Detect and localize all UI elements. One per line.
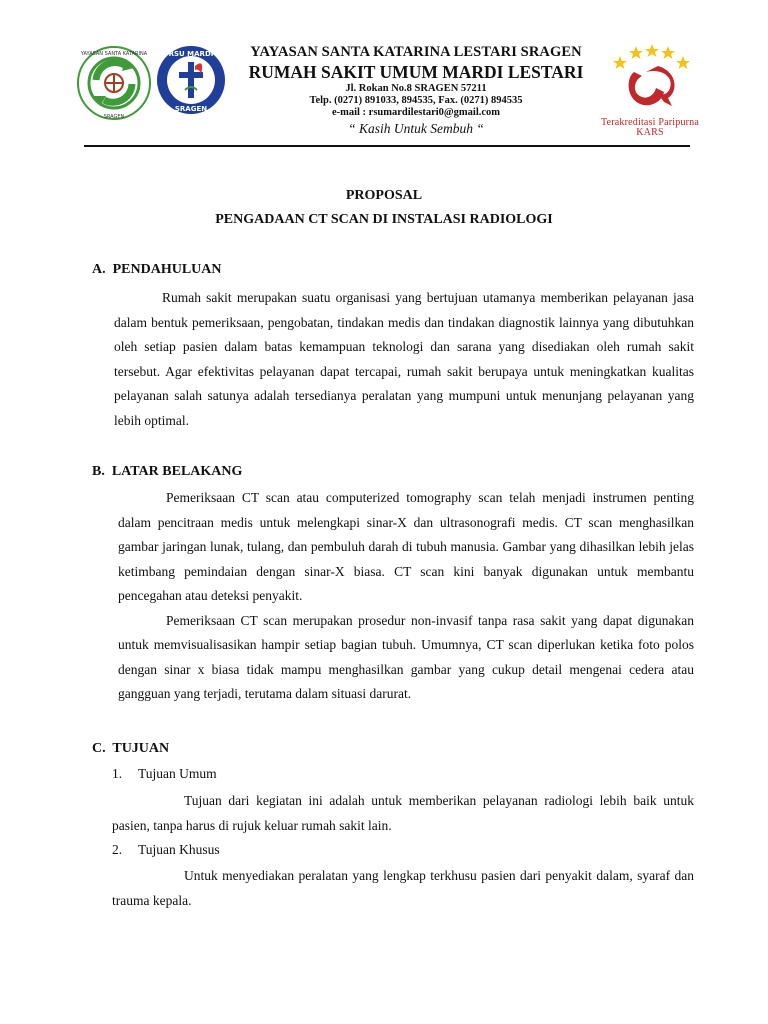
letterhead xyxy=(0,0,768,150)
objective-general-text: Tujuan dari kegiatan ini adalah untuk memberikan pelayanan radiologi lebih baik untuk pasien, tanpa harus di rujuk keluar rumah sakit lain. xyxy=(112,793,694,833)
objective-general-item xyxy=(112,766,217,782)
accreditation-line1: Terakreditasi Paripurna xyxy=(600,117,700,128)
hospital-email: e-mail : rsumardilestari0@gmail.com xyxy=(331,107,501,118)
svg-text:SRAGEN: SRAGEN xyxy=(103,114,125,120)
objective-general-number: 1. xyxy=(112,766,123,781)
section-b-body xyxy=(118,486,694,707)
hospital-motto: “ Kasih Untuk Sembuh “ xyxy=(348,121,484,136)
section-b-paragraph-2: Pemeriksaan CT scan merupakan prosedur non-invasif tanpa rasa sakit yang dapat digunakan untuk memvisualisasikan hampir setiap bagian tubuh. Umumnya, CT scan diperlukan ketika foto polos dengan sinar x biasa tidak mampu menghasilkan gambar yang cukup detail mengenai cedera atau gangguan yang terjadi, terutama dalam situasi darurat. xyxy=(118,612,694,701)
hospital-address: Jl. Rokan No.8 SRAGEN 57211 xyxy=(345,83,487,94)
svg-text:SRAGEN: SRAGEN xyxy=(174,105,208,113)
objective-specific-item xyxy=(112,842,220,858)
kars-accreditation-label xyxy=(584,118,716,138)
objective-specific-label: Tujuan Khusus xyxy=(138,842,220,857)
foundation-name: YAYASAN SANTA KATARINA LESTARI SRAGEN xyxy=(250,44,582,60)
section-a-body xyxy=(114,286,694,433)
letterhead-divider xyxy=(84,145,690,147)
objective-general-body xyxy=(112,789,694,838)
section-b-heading: B. LATAR BELAKANG xyxy=(92,464,243,479)
objective-general-label: Tujuan Umum xyxy=(138,766,217,781)
objective-specific-body xyxy=(112,864,694,913)
document-title: PROPOSAL xyxy=(345,188,423,203)
svg-text:YAYASAN SANTA KATARINA: YAYASAN SANTA KATARINA xyxy=(80,51,148,57)
document-subtitle: PENGADAAN CT SCAN DI INSTALASI RADIOLOGI xyxy=(215,212,553,227)
section-b-paragraph-1: Pemeriksaan CT scan atau computerized tomography scan telah menjadi instrumen penting dalam pencitraan medis untuk melengkapi sinar-X dan ultrasonografi medis. CT scan menghasilkan gambar jaringan lunak, tulang, dan pembuluh darah di tubuh manusia. Gambar yang dihasilkan lebih jelas ketimbang pemindaian dengan sinar-X biasa. CT scan kini banyak digunakan untuk membantu pencegahan atau deteksi penyakit. xyxy=(118,490,694,603)
hospital-seal-logo xyxy=(155,44,227,116)
hospital-name: RUMAH SAKIT UMUM MARDI LESTARI xyxy=(248,62,584,82)
objective-specific-number: 2. xyxy=(112,842,123,857)
svg-text:RSU MARDI: RSU MARDI xyxy=(168,50,214,58)
section-a-heading: A. PENDAHULUAN xyxy=(92,262,222,277)
objective-specific-text: Untuk menyediakan peralatan yang lengkap terkhusu pasien dari penyakit dalam, syaraf dan trauma kepala. xyxy=(112,868,694,908)
section-c-heading: C. TUJUAN xyxy=(92,741,170,756)
foundation-seal-logo xyxy=(76,44,152,122)
hospital-phone: Telp. (0271) 891033, 894535, Fax. (0271) 894535 xyxy=(309,95,523,106)
kars-accreditation-logo xyxy=(606,42,696,118)
section-a-paragraph: Rumah sakit merupakan suatu organisasi yang bertujuan utamanya memberikan pelayanan jasa dalam bentuk pemeriksaan, pengobatan, tindakan medis dan tindakan diagnostik lainnya yang dibutuhkan oleh setiap pasien dalam batas kemampuan teknologi dan sarana yang disediakan oleh rumah sakit tersebut. Agar efektivitas pelayanan dapat tercapai, rumah sakit berupaya untuk meningkatkan kualitas pelayanan salah satunya adalah tersedianya peralatan yang mumpuni untuk menunjang pelayanan yang lebih optimal. xyxy=(114,290,694,428)
accreditation-line2: KARS xyxy=(636,127,664,138)
